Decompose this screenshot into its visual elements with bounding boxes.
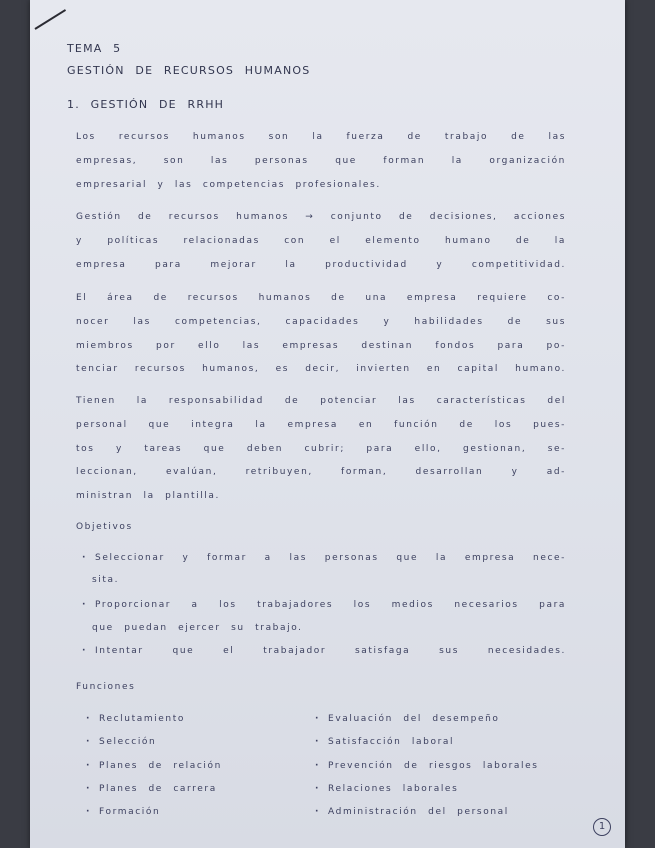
text-line: leccionan, evalúan, retribuyen, forman, desarrollan y ad- [76,467,566,477]
pen-stroke [34,9,66,30]
page-number: 1 [593,818,611,836]
function-item: · Evaluación del desempeño [315,714,500,724]
text-line: y políticas relacionadas con el elemento humano de la [76,236,566,246]
notebook-page [30,0,625,848]
text-line: Gestión de recursos humanos → conjunto de decisiones, acciones [76,212,566,222]
page-title: GESTIÓN DE RECURSOS HUMANOS [67,64,311,77]
function-item: · Relaciones laborales [315,784,458,794]
function-item: · Prevención de riesgos laborales [315,761,539,771]
function-item: · Administración del personal [315,807,509,817]
function-item: · Planes de relación [86,761,222,771]
function-item: · Reclutamiento [86,714,185,724]
text-line: ministran la plantilla. [76,491,220,501]
topic-number: TEMA 5 [67,42,122,55]
function-item: · Planes de carrera [86,784,217,794]
text-line: El área de recursos humanos de una empresa requiere co- [76,293,566,303]
objective-item-cont: sita. [92,575,120,585]
objective-item: · Seleccionar y formar a las personas que la empresa nece- [82,553,566,563]
text-line: miembros por ello las empresas destinan fondos para po- [76,341,566,351]
function-item: · Selección [86,737,156,747]
text-line: personal que integra la empresa en función de los pues- [76,420,566,430]
text-line: Tienen la responsabilidad de potenciar las características del [76,396,566,406]
text-line: tos y tareas que deben cubrir; para ello, gestionan, se- [76,444,566,454]
section-heading: 1. GESTIÓN DE RRHH [67,98,225,111]
text-line: empresas, son las personas que forman la organización [76,156,566,166]
objective-item-cont: que puedan ejercer su trabajo. [92,623,303,633]
text-line: nocer las competencias, capacidades y habilidades de sus [76,317,566,327]
text-line: tenciar recursos humanos, es decir, invierten en capital humano. [76,364,566,374]
text-line: Los recursos humanos son la fuerza de trabajo de las [76,132,566,142]
objective-item: · Proporcionar a los trabajadores los medios necesarios para [82,600,566,610]
objective-item: · Intentar que el trabajador satisfaga sus necesidades. [82,646,566,656]
objectives-heading: Objetivos [76,522,133,532]
text-line: empresa para mejorar la productividad y competitividad. [76,260,566,270]
functions-heading: Funciones [76,682,136,692]
text-line: empresarial y las competencias profesionales. [76,180,381,190]
function-item: · Satisfacción laboral [315,737,454,747]
function-item: · Formación [86,807,160,817]
